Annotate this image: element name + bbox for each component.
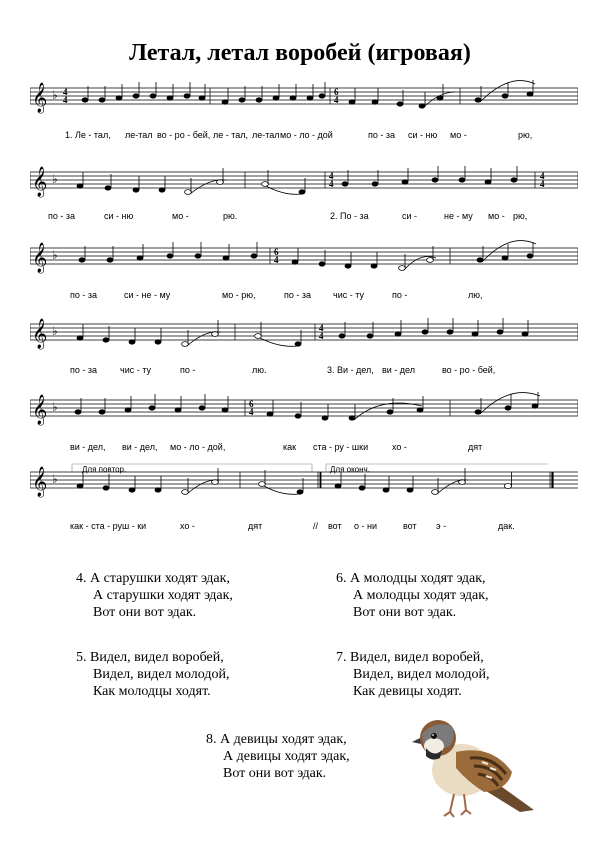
svg-text:4: 4 [63,95,68,105]
svg-text:4: 4 [63,87,68,97]
volta-first-ending: Для повтор. [82,465,127,474]
music-system-4 [30,314,578,384]
treble-clef-icon: 𝄞 [32,243,48,273]
lyrics-line-6: как - ста - руш - ки хо - дят // вот о - ни вот э - дак. [70,521,515,531]
treble-clef-icon: 𝄞 [32,83,48,113]
svg-text:4: 4 [319,323,324,333]
lyrics-line-5: ви - дел, ви - дел, мо - ло - дой, как ста - ру - шки хо - дят [70,442,483,452]
svg-text:♭: ♭ [52,172,58,186]
svg-text:♭: ♭ [52,324,58,338]
music-system-6 [30,462,578,532]
svg-text:4: 4 [319,331,324,341]
treble-clef-icon: 𝄞 [32,467,48,497]
sparrow-illustration [412,712,542,822]
svg-text:6: 6 [274,247,279,257]
svg-text:4: 4 [274,255,279,265]
svg-text:6: 6 [334,87,339,97]
treble-clef-icon: 𝄞 [32,167,48,197]
svg-text:4: 4 [334,95,339,105]
volta-second-ending: Для оконч. [330,465,370,474]
svg-text:6: 6 [249,399,254,409]
svg-text:4: 4 [249,407,254,417]
verse-5: 5. Видел, видел воробей, Видел, видел молодой, Как молодцы ходят. [76,650,230,699]
music-system-1 [30,78,578,148]
treble-clef-icon: 𝄞 [32,395,48,425]
lyrics-line-1: 1. Ле - тал, ле-тал во - ро - бей, ле - тал, ле-тал мо - ло - дой по - за си - ню мо - рю, [65,130,533,140]
verse-8: 8. А девицы ходят эдак, А девицы ходят эдак, Вот они вот эдак. [206,732,350,781]
song-title: Летал, летал воробей (игровая) [129,40,471,66]
svg-text:♭: ♭ [52,248,58,262]
svg-text:♭: ♭ [52,400,58,414]
verse-4: 4. А старушки ходят эдак, А старушки ходят эдак, Вот они вот эдак. [76,571,233,620]
treble-clef-icon: 𝄞 [32,319,48,349]
music-system-5 [30,390,578,460]
music-system-2 [30,162,578,232]
verse-6: 6. А молодцы ходят эдак, А молодцы ходят эдак, Вот они вот эдак. [336,571,489,620]
lyrics-line-3: по - за си - не - му мо - рю, по - за чис - ту по - лю, [70,290,483,300]
verse-7: 7. Видел, видел воробей, Видел, видел молодой, Как девицы ходят. [336,650,490,699]
svg-text:♭: ♭ [52,472,58,486]
music-system-3 [30,238,578,308]
lyrics-line-4: по - за чис - ту по - лю. 3. Ви - дел, ви - дел во - ро - бей, [70,365,496,375]
svg-text:4: 4 [540,179,545,189]
svg-text:♭: ♭ [52,88,58,102]
lyrics-line-2: по - за си - ню мо - рю. 2. По - за си - не - му мо - рю, [48,211,528,221]
svg-text:4: 4 [540,171,545,181]
svg-text:4: 4 [329,179,334,189]
svg-text:4: 4 [329,171,334,181]
